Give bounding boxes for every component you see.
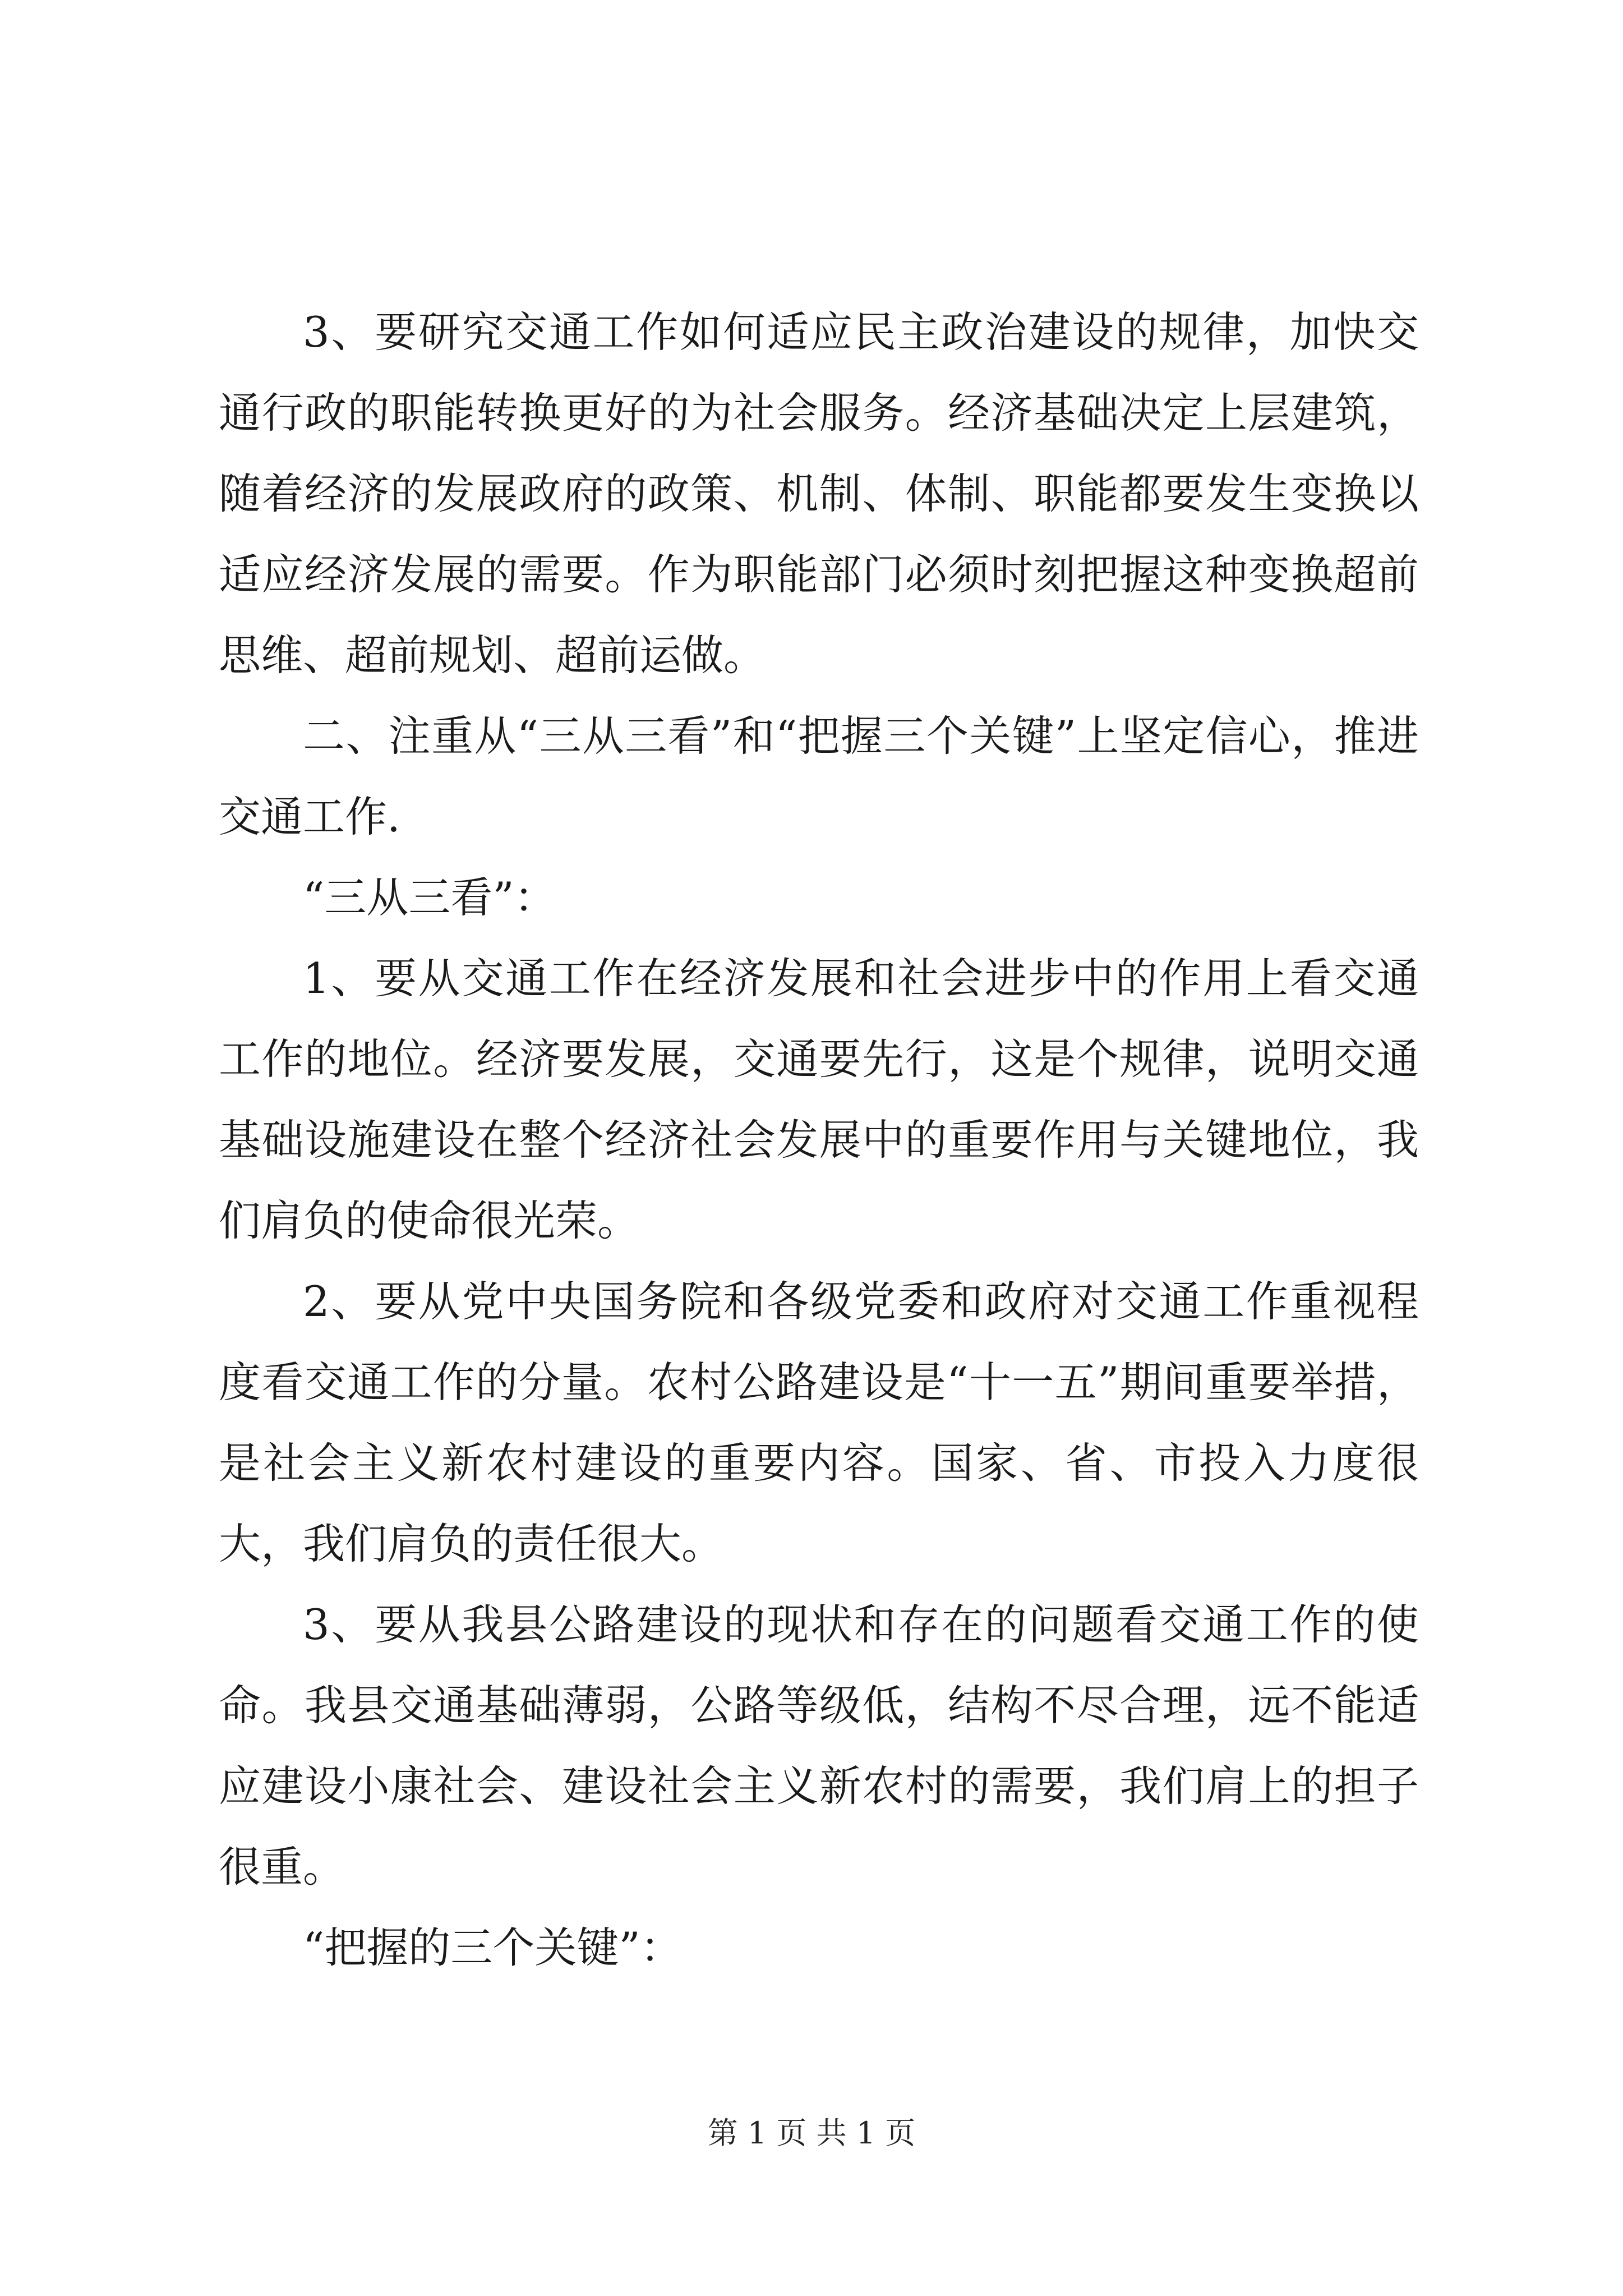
paragraph-item-2-transport-importance: 2、要从党中央国务院和各级党委和政府对交通工作重视程度看交通工作的分量。农村公路建设是“十一五”期间重要举措，是社会主义新农村建设的重要内容。国家、省、市投入力度很大，我们肩负的责任很大。: [219, 1277, 1419, 1568]
paragraph-section-two-heading: 二、注重从“三从三看”和“把握三个关键”上坚定信心，推进交通工作.: [219, 711, 1419, 841]
page-footer: 第 1 页 共 1 页: [707, 2115, 916, 2151]
paragraph-three-keys-label: “把握的三个关键”：: [303, 1923, 683, 1972]
paragraph-item-3-transport-democratic-politics: 3、要研究交通工作如何适应民主政治建设的规律，加快交通行政的职能转换更好的为社会服务。经济基础决定上层建筑，随着经济的发展政府的政策、机制、体制、职能都要发生变换以适应经济发展的需要。作为职能部门必须时刻把握这种变换超前思维、超前规划、超前运做。: [219, 307, 1419, 680]
paragraph-san-cong-san-kan-label: “三从三看”：: [303, 873, 556, 922]
document-body: [219, 292, 1419, 1988]
paragraph-item-1-transport-status: 1、要从交通工作在经济发展和社会进步中的作用上看交通工作的地位。经济要发展，交通要先行，这是个规律，说明交通基础设施建设在整个经济社会发展中的重要作用与关键地位，我们肩负的使命很光荣。: [219, 954, 1419, 1245]
paragraph-item-3-transport-mission: 3、要从我县公路建设的现状和存在的问题看交通工作的使命。我县交通基础薄弱，公路等级低，结构不尽合理，远不能适应建设小康社会、建设社会主义新农村的需要，我们肩上的担子很重。: [219, 1600, 1419, 1892]
